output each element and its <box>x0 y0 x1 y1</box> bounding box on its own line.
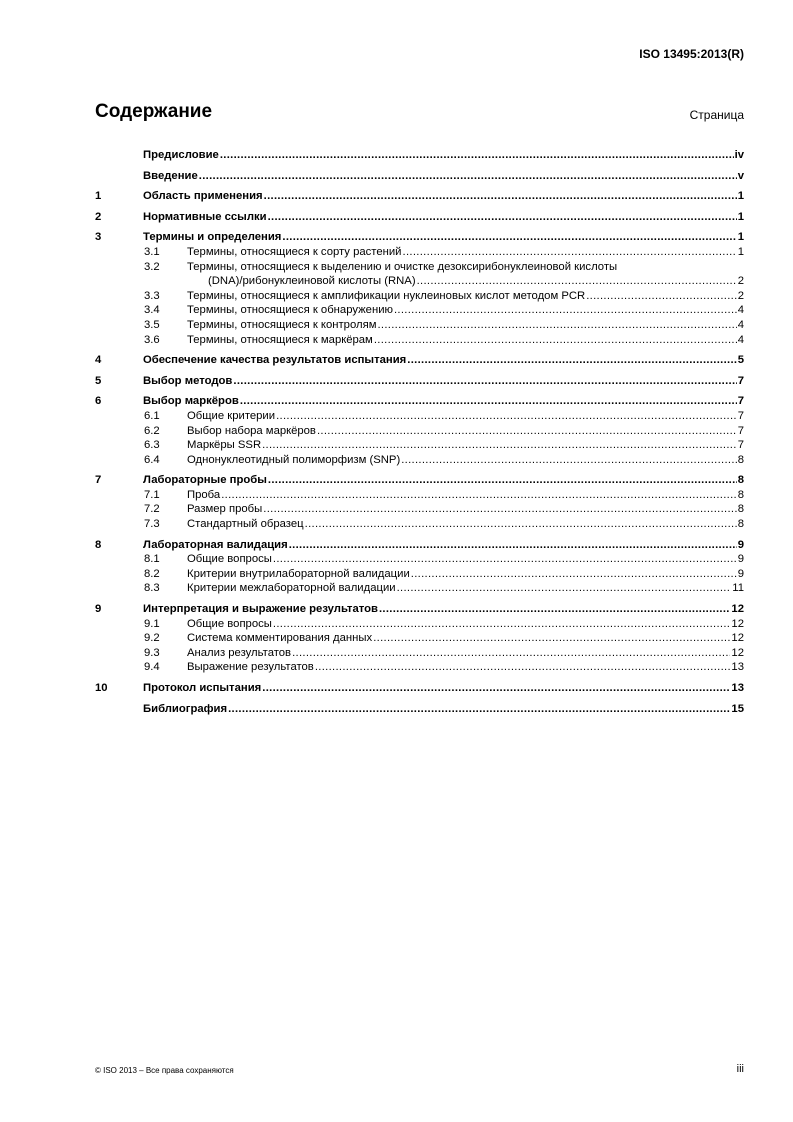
toc-entry-number: 4 <box>95 354 102 367</box>
toc-entry-page: 8 <box>737 503 744 516</box>
toc-entry-title: Интерпретация и выражение результатов <box>143 603 378 616</box>
dot-leader <box>221 488 737 503</box>
toc-entry-number: 7.2 <box>144 503 160 516</box>
dot-leader <box>273 552 737 567</box>
toc-entry-title: Предисловие <box>143 149 219 161</box>
toc-entry-page: 12 <box>731 617 744 630</box>
toc-subentry-continuation[interactable] <box>95 274 744 289</box>
toc-entry-number: 7.1 <box>144 488 160 501</box>
toc-entry-title: Система комментирования данных <box>187 632 373 645</box>
toc-entry-number: 9 <box>95 603 102 616</box>
dot-leader <box>264 189 737 204</box>
toc-entry[interactable] <box>95 538 744 553</box>
toc-entry-page: 7 <box>737 374 744 387</box>
toc-entry[interactable] <box>95 602 744 617</box>
dot-leader <box>397 581 732 596</box>
toc-entry-title: Размер пробы <box>187 503 263 516</box>
toc-entry-number: 6 <box>95 395 102 408</box>
toc-entry-page: 1 <box>737 231 744 244</box>
dot-leader <box>374 333 737 348</box>
page-number: iii <box>736 1063 744 1075</box>
dot-leader <box>263 502 736 517</box>
toc-subentry[interactable] <box>95 488 744 503</box>
toc-entry-page: 8 <box>737 474 744 487</box>
toc-entry-page: 11 <box>732 582 744 595</box>
dot-leader <box>268 473 737 488</box>
toc-entry-page: 2 <box>737 275 744 288</box>
toc-entry-page: 12 <box>731 632 744 645</box>
toc-entry-title: Термины, относящиеся к сорту растений <box>187 245 402 258</box>
toc-entry-title: Общие критерии <box>187 409 276 422</box>
toc-entry-title: Термины, относящиеся к выделению и очистке дезоксирибонуклеиновой кислоты <box>187 260 618 273</box>
toc-entry[interactable] <box>95 702 744 717</box>
toc-entry-title: Выбор методов <box>143 374 233 387</box>
toc-subentry[interactable] <box>95 260 744 275</box>
toc-subentry[interactable] <box>95 333 744 348</box>
toc-entry-page: 7 <box>737 424 744 437</box>
toc-entry-title: Выбор маркёров <box>143 395 239 408</box>
toc-subentry[interactable] <box>95 502 744 517</box>
toc-entry-page: 4 <box>737 333 744 346</box>
toc-entry-title: Термины, относящиеся к обнаружению <box>187 304 393 317</box>
dot-leader <box>411 567 737 582</box>
toc-entry[interactable] <box>95 148 744 163</box>
toc-entry-number: 6.3 <box>144 439 160 452</box>
dot-leader <box>240 394 737 409</box>
toc-entry-page: 4 <box>737 318 744 331</box>
toc-entry-page: 13 <box>731 682 744 694</box>
toc-entry-number: 1 <box>95 190 102 203</box>
toc-entry-title: Введение <box>143 169 198 182</box>
toc-entry-title: Термины, относящиеся к маркёрам <box>187 333 373 346</box>
dot-leader <box>373 631 730 646</box>
toc-entry-page: 8 <box>737 453 744 466</box>
dot-leader <box>276 409 737 424</box>
toc-entry[interactable] <box>95 374 744 389</box>
dot-leader <box>377 318 736 333</box>
toc-subentry[interactable] <box>95 453 744 468</box>
toc-entry-page: 4 <box>737 304 744 317</box>
dot-leader <box>228 702 730 717</box>
dot-leader <box>417 274 737 289</box>
toc-entry-number: 3.6 <box>144 333 160 346</box>
dot-leader <box>289 538 737 553</box>
toc-subentry[interactable] <box>95 303 744 318</box>
toc-entry[interactable] <box>95 189 744 204</box>
dot-leader <box>282 230 736 245</box>
dot-leader <box>317 424 737 439</box>
dot-leader <box>262 438 737 453</box>
toc-entry-title: Термины и определения <box>143 231 282 244</box>
toc-entry-page: 9 <box>737 538 744 551</box>
toc-entry-title: Область применения <box>143 190 263 203</box>
toc-entry-page: 9 <box>737 553 744 566</box>
table-of-contents <box>95 148 744 716</box>
toc-entry-number: 2 <box>95 210 102 223</box>
toc-entry-number: 7.3 <box>144 518 160 531</box>
toc-entry-number: 8.1 <box>144 553 160 566</box>
toc-entry-title-continuation: (DNA)/рибонуклеиновой кислоты (RNA) <box>208 275 416 288</box>
dot-leader <box>199 169 737 184</box>
toc-entry-title: Обеспечение качества результатов испытания <box>143 354 407 367</box>
toc-entry-page: 12 <box>731 603 744 616</box>
toc-entry-number: 6.2 <box>144 424 160 437</box>
toc-entry-number: 10 <box>95 682 108 694</box>
document-id: ISO 13495:2013(R) <box>639 47 744 61</box>
toc-entry-page: 8 <box>737 518 744 531</box>
dot-leader <box>315 660 731 675</box>
toc-entry-page: 15 <box>731 702 744 715</box>
toc-entry-number: 6.1 <box>144 409 160 422</box>
dot-leader <box>407 353 736 368</box>
toc-entry-title: Общие вопросы <box>187 617 272 630</box>
toc-entry-page: v <box>737 169 744 182</box>
toc-subentry[interactable] <box>95 660 744 675</box>
toc-subentry[interactable] <box>95 424 744 439</box>
page-column-label: Страница <box>689 108 744 122</box>
toc-subentry[interactable] <box>95 567 744 582</box>
toc-entry-number: 9.4 <box>144 661 160 674</box>
toc-entry-title: Критерии внутрилабораторной валидации <box>187 567 410 580</box>
dot-leader <box>403 245 737 260</box>
dot-leader <box>220 148 734 163</box>
toc-entry-page: 9 <box>737 567 744 580</box>
toc-entry-page: 7 <box>737 409 744 422</box>
toc-entry-number: 8 <box>95 538 102 551</box>
toc-entry-page: 2 <box>737 289 744 302</box>
toc-entry-title: Лабораторная валидация <box>143 538 288 551</box>
toc-subentry[interactable] <box>95 289 744 304</box>
toc-entry-title: Однонуклеотидный полиморфизм (SNP) <box>187 453 401 466</box>
toc-entry-title: Выражение результатов <box>187 661 314 674</box>
toc-entry[interactable] <box>95 353 744 368</box>
toc-entry-number: 7 <box>95 474 102 487</box>
toc-entry-title: Термины, относящиеся к амплификации нуклеиновых кислот методом PCR <box>187 289 586 302</box>
toc-entry-title: Термины, относящиеся к контролям <box>187 318 377 331</box>
toc-subentry[interactable] <box>95 438 744 453</box>
toc-entry[interactable] <box>95 169 744 184</box>
toc-entry-page: 5 <box>737 354 744 367</box>
toc-entry-title: Проба <box>187 488 221 501</box>
toc-subentry[interactable] <box>95 517 744 532</box>
toc-entry-number: 9.1 <box>144 617 160 630</box>
toc-subentry[interactable] <box>95 552 744 567</box>
toc-entry-title: Анализ результатов <box>187 646 292 659</box>
toc-entry-number: 3.2 <box>144 260 160 273</box>
toc-entry-page: 8 <box>737 488 744 501</box>
toc-entry-title: Лабораторные пробы <box>143 474 267 487</box>
toc-entry-number: 3.4 <box>144 304 160 317</box>
toc-entry-title: Нормативные ссылки <box>143 210 267 223</box>
toc-entry-page: 13 <box>731 661 744 674</box>
toc-entry-title: Стандартный образец <box>187 518 304 531</box>
toc-entry-title: Библиография <box>143 702 228 715</box>
toc-entry-page: 12 <box>731 646 744 659</box>
toc-entry-title: Маркёры SSR <box>187 439 262 452</box>
toc-entry-number: 9.2 <box>144 632 160 645</box>
toc-entry-title: Общие вопросы <box>187 553 272 566</box>
toc-entry[interactable] <box>95 394 744 409</box>
dot-leader <box>394 303 737 318</box>
toc-entry-number: 9.3 <box>144 646 160 659</box>
toc-entry-number: 3.3 <box>144 289 160 302</box>
toc-entry[interactable] <box>95 230 744 245</box>
toc-entry-number: 3.5 <box>144 318 160 331</box>
dot-leader <box>273 617 731 632</box>
dot-leader <box>268 210 737 225</box>
toc-entry-title: Выбор набора маркёров <box>187 424 316 437</box>
toc-entry-title: Критерии межлабораторной валидации <box>187 582 396 595</box>
toc-entry-number: 3 <box>95 231 102 244</box>
dot-leader <box>586 289 736 304</box>
toc-subentry[interactable] <box>95 646 744 661</box>
dot-leader <box>379 602 730 617</box>
dot-leader <box>233 374 736 389</box>
toc-entry-title: Протокол испытания <box>143 682 262 694</box>
toc-subentry[interactable] <box>95 318 744 333</box>
toc-subentry[interactable] <box>95 581 744 596</box>
toc-entry-page: iv <box>734 149 744 161</box>
toc-entry[interactable] <box>95 210 744 225</box>
toc-entry-page: 1 <box>737 245 744 258</box>
toc-entry-number: 5 <box>95 374 102 387</box>
dot-leader <box>305 517 737 532</box>
toc-subentry[interactable] <box>95 409 744 424</box>
dot-leader <box>401 453 736 468</box>
toc-entry-page: 1 <box>737 190 744 203</box>
toc-entry-number: 8.2 <box>144 567 160 580</box>
toc-entry[interactable] <box>95 473 744 488</box>
toc-entry-page: 7 <box>737 395 744 408</box>
toc-subentry[interactable] <box>95 631 744 646</box>
toc-entry-number: 3.1 <box>144 245 160 258</box>
dot-leader <box>262 681 730 696</box>
toc-heading: Содержание <box>95 101 213 122</box>
toc-entry-number: 6.4 <box>144 453 160 466</box>
toc-entry-page: 7 <box>737 439 744 452</box>
toc-subentry[interactable] <box>95 617 744 632</box>
toc-entry[interactable] <box>95 681 744 696</box>
toc-entry-page: 1 <box>737 210 744 223</box>
dot-leader <box>292 646 730 661</box>
toc-entry-number: 8.3 <box>144 582 160 595</box>
toc-subentry[interactable] <box>95 245 744 260</box>
copyright-notice: © ISO 2013 – Все права сохраняются <box>95 1066 234 1075</box>
